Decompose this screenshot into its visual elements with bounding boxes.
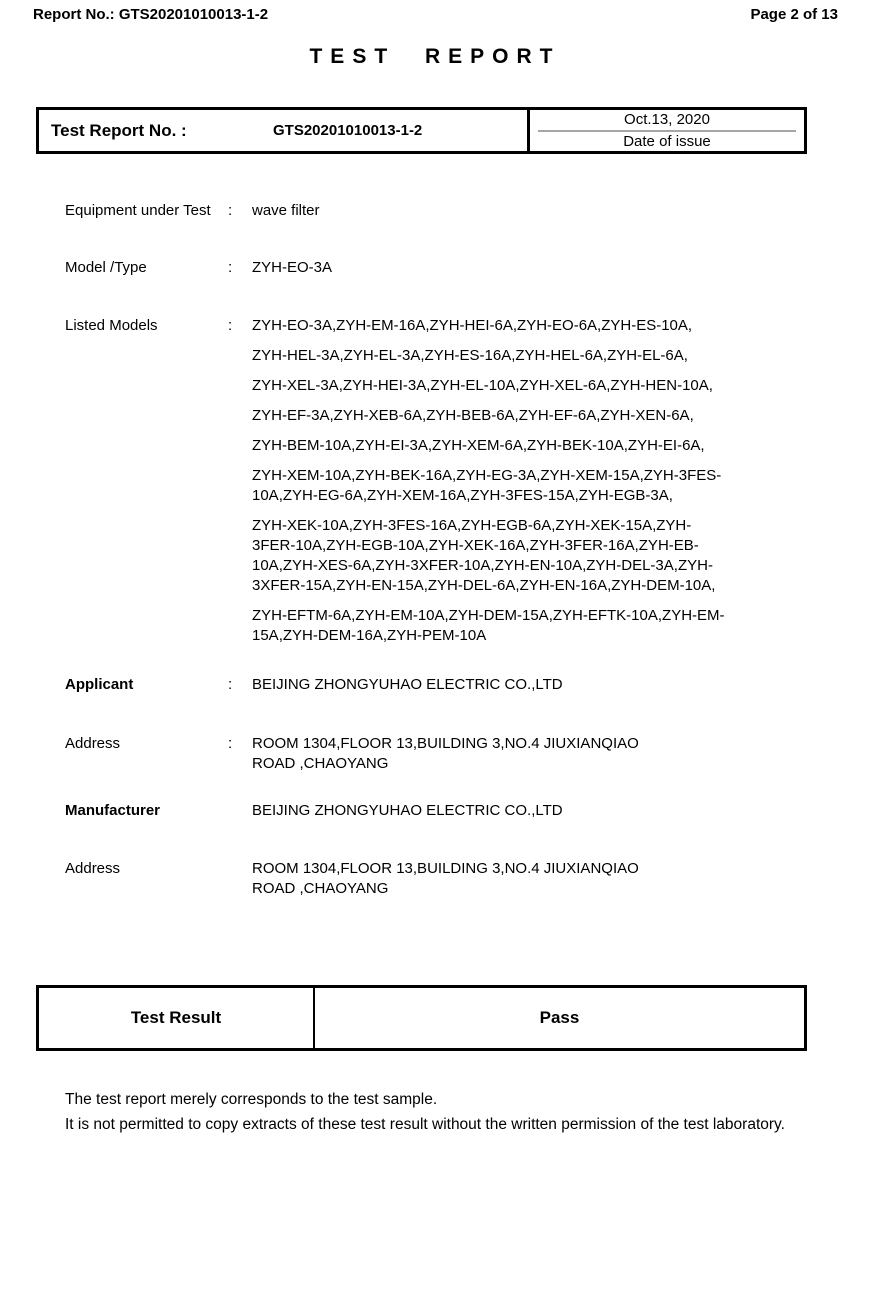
model-paragraph (252, 516, 833, 596)
report-number-table (36, 107, 807, 154)
model-paragraph (252, 316, 833, 336)
model-paragraph (252, 406, 833, 426)
field-colon: : (228, 676, 233, 693)
field-label: Manufacturer (65, 802, 161, 819)
field-colon: : (228, 735, 233, 752)
field-value: wave filter (252, 202, 320, 219)
model-paragraph (252, 436, 833, 456)
address-line: ROOM 1304,FLOOR 13,BUILDING 3,NO.4 JIUXIANQIAO (252, 860, 639, 877)
model-line: ZYH-EFTM-6A,ZYH-EM-10A,ZYH-DEM-15A,ZYH-EFTK-10A,ZYH-EM- (252, 607, 725, 624)
report-number-cell (39, 110, 530, 151)
field-label: Listed Models (65, 317, 158, 334)
model-paragraph (252, 606, 833, 646)
field-applicant (65, 675, 833, 695)
field-manufacturer (65, 801, 833, 821)
report-number-value: GTS20201010013-1-2 (273, 122, 423, 139)
model-line: ZYH-BEM-10A,ZYH-EI-3A,ZYH-XEM-6A,ZYH-BEK-10A,ZYH-EI-6A, (252, 437, 705, 454)
field-label: Address (65, 860, 121, 877)
field-model-type (65, 258, 833, 278)
disclaimer-line-2: It is not permitted to copy extracts of these test result without the written permission of the test laboratory. (65, 1116, 785, 1133)
field-listed-models (65, 316, 833, 656)
field-colon (228, 801, 252, 821)
address-line: ROOM 1304,FLOOR 13,BUILDING 3,NO.4 JIUXIANQIAO (252, 735, 639, 752)
field-label: Equipment under Test (65, 202, 211, 219)
field-equipment-under-test (65, 201, 833, 221)
document-title: TEST REPORT (309, 45, 561, 68)
model-paragraph (252, 346, 833, 366)
listed-models-value (252, 316, 833, 656)
model-line: 3FER-10A,ZYH-EGB-10A,ZYH-XEK-16A,ZYH-3FER-16A,ZYH-EB- (252, 537, 699, 554)
page-number: Page 2 of 13 (750, 6, 838, 23)
field-value: ZYH-EO-3A (252, 259, 333, 276)
model-line: 15A,ZYH-DEM-16A,ZYH-PEM-10A (252, 627, 487, 644)
field-manufacturer-address (65, 859, 833, 899)
field-colon: : (228, 259, 233, 276)
field-applicant-address (65, 734, 833, 774)
field-colon: : (228, 202, 233, 219)
model-line: ZYH-HEL-3A,ZYH-EL-3A,ZYH-ES-16A,ZYH-HEL-6A,ZYH-EL-6A, (252, 347, 688, 364)
model-line: 10A,ZYH-XES-6A,ZYH-3XFER-10A,ZYH-EN-10A,ZYH-DEL-3A,ZYH- (252, 557, 713, 574)
field-value (252, 734, 833, 774)
test-result-label: Test Result (39, 988, 315, 1048)
model-line: ZYH-XEK-10A,ZYH-3FES-16A,ZYH-EGB-6A,ZYH-XEK-15A,ZYH- (252, 517, 692, 534)
test-result-value: Pass (539, 1008, 580, 1027)
field-colon: : (228, 317, 233, 334)
issue-date-caption: Date of issue (623, 132, 711, 150)
report-number-label: Test Report No. : (51, 120, 187, 140)
field-colon (228, 859, 252, 899)
page-header (0, 0, 870, 23)
date-of-issue-cell (530, 110, 804, 151)
report-fields (65, 201, 833, 899)
address-line: ROAD ,CHAOYANG (252, 880, 389, 897)
model-paragraph (252, 376, 833, 396)
field-label: Applicant (65, 676, 134, 693)
field-label: Address (65, 735, 121, 752)
test-result-table (36, 985, 807, 1051)
report-number-header: Report No.: GTS20201010013-1-2 (33, 6, 269, 23)
address-line: ROAD ,CHAOYANG (252, 755, 389, 772)
issue-date: Oct.13, 2020 (538, 110, 796, 132)
model-line: ZYH-XEM-10A,ZYH-BEK-16A,ZYH-EG-3A,ZYH-XEM-15A,ZYH-3FES- (252, 467, 722, 484)
field-value: BEIJING ZHONGYUHAO ELECTRIC CO.,LTD (252, 676, 563, 693)
model-line: 10A,ZYH-EG-6A,ZYH-XEM-16A,ZYH-3FES-15A,ZYH-EGB-3A, (252, 487, 673, 504)
field-label: Model /Type (65, 259, 147, 276)
model-line: ZYH-EO-3A,ZYH-EM-16A,ZYH-HEI-6A,ZYH-EO-6A,ZYH-ES-10A, (252, 317, 693, 334)
model-line: ZYH-XEL-3A,ZYH-HEI-3A,ZYH-EL-10A,ZYH-XEL-6A,ZYH-HEN-10A, (252, 377, 713, 394)
disclaimer (65, 1087, 838, 1137)
model-paragraph (252, 466, 833, 506)
model-line: ZYH-EF-3A,ZYH-XEB-6A,ZYH-BEB-6A,ZYH-EF-6A,ZYH-XEN-6A, (252, 407, 694, 424)
field-value: BEIJING ZHONGYUHAO ELECTRIC CO.,LTD (252, 802, 563, 819)
field-value (252, 859, 833, 899)
disclaimer-line-1: The test report merely corresponds to the test sample. (65, 1091, 438, 1108)
model-line: 3XFER-15A,ZYH-EN-15A,ZYH-DEL-6A,ZYH-EN-16A,ZYH-DEM-10A, (252, 577, 716, 594)
